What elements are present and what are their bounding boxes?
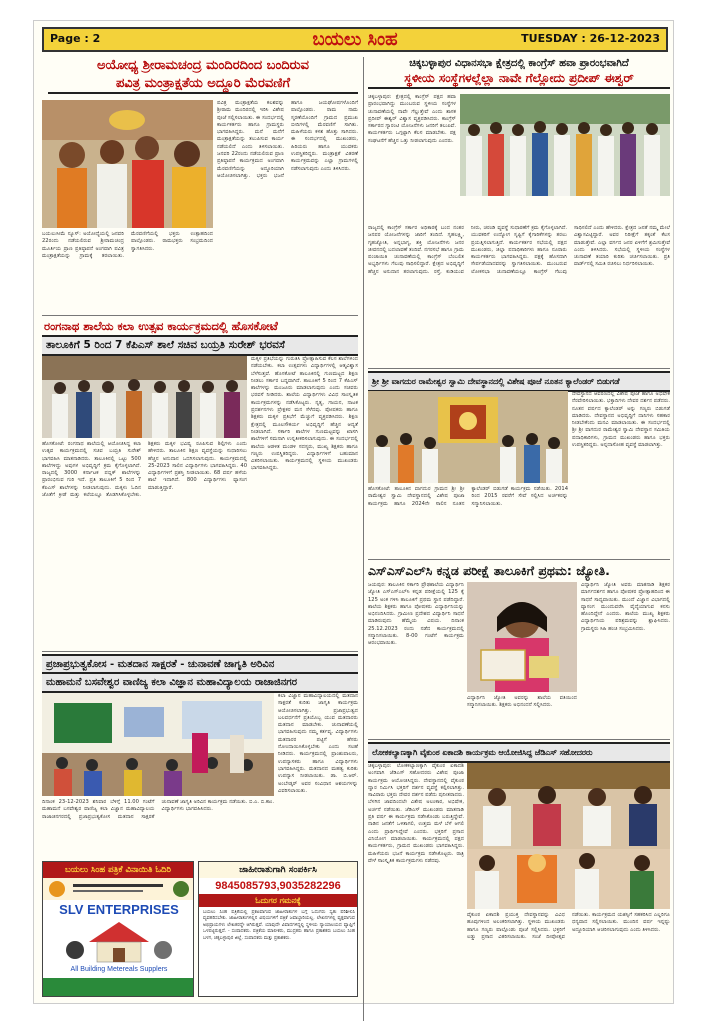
- ayodhya-body-right: ಪವಿತ್ರ ಮಂತ್ರಾಕ್ಷತೆಯ ಕಲಶವನ್ನು ಶ್ರೀರಾಮ ಮಂದಿರದಲ್ಲಿ ಇರಿಸಿ ವಿಶೇಷ ಪೂಜೆ ಸಲ್ಲಿಸಲಾಯಿತು. ಈ ಸಂದರ್ಭದಲ್ಲಿ ಕಾರ್ಯಕರ್ತರು ಹಾಗೂ ಗ್ರಾಮಸ್ಥರು ಭಾಗವಹಿಸಿದ್ದರು. ಮನೆ ಮನೆಗೆ ಮಂತ್ರಾಕ್ಷತೆಯನ್ನು ತಲುಪಿಸುವ ಕಾರ್ಯ ನಡೆಯಲಿದೆ ಎಂದು ತಿಳಿಸಲಾಯಿತು. ಜನವರಿ 22ರಂದು ನಡೆಯಲಿರುವ ಪ್ರಾಣ ಪ್ರತಿಷ್ಠಾಪನೆ ಕಾರ್ಯಕ್ರಮದ ಅಂಗವಾಗಿ ಮೆರವಣಿಗೆಯನ್ನು ಅದ್ದೂರಿಯಾಗಿ ಆಯೋಜಿಸಲಾಗಿತ್ತು. ಭಕ್ತರು ಭಜನೆ ಹಾಗೂ ಜಯಘೋಷಗಳೊಂದಿಗೆ ಪಾಲ್ಗೊಂಡರು. ರಾಮ ನಾಮ ಸ್ಮರಣೆಯೊಂದಿಗೆ ಗ್ರಾಮದ ಪ್ರಮುಖ ಬೀದಿಗಳಲ್ಲಿ ಮೆರವಣಿಗೆ ಸಾಗಿತು. ಮಹಿಳೆಯರು ಕಳಶ ಹೊತ್ತು ಸಾಗಿದರು. ಈ ಸಂದರ್ಭದಲ್ಲಿ ಮುಖಂಡರು, ಹಿರಿಯರು ಹಾಗೂ ಯುವಕರು ಉಪಸ್ಥಿತರಿದ್ದರು. ಮಂತ್ರಾಕ್ಷತೆ ವಿತರಣೆ ಕಾರ್ಯಕ್ರಮವನ್ನು ಎಲ್ಲಾ ಗ್ರಾಮಗಳಲ್ಲಿ ನಡೆಸಲಾಗುವುದು ಎಂದು ತಿಳಿಸಿದರು.: [217, 100, 358, 179]
- divider: [368, 559, 670, 560]
- sslc-body-left: ಜಯಪುರ: ತಾಲೂಕಿನ ಸರ್ಕಾರಿ ಪ್ರೌಢಶಾಲೆಯ ವಿದ್ಯಾರ್ಥಿನಿ ಜ್ಯೋತಿ ಎಸ್ಎಸ್ಎಲ್‌ಸಿ ಕನ್ನಡ ಪರೀಕ್ಷೆಯಲ್ಲಿ 125 ಕ್ಕೆ 125 ಅಂಕ ಗಳಿಸಿ ತಾಲೂಕಿಗೆ ಪ್ರಥಮ ಸ್ಥಾನ ಪಡೆದಿದ್ದಾರೆ. ಶಾಲೆಯ ಶಿಕ್ಷಕರು ಹಾಗೂ ಪೋಷಕರು ವಿದ್ಯಾರ್ಥಿನಿಯನ್ನು ಅಭಿನಂದಿಸಿದರು. ಗ್ರಾಮೀಣ ಪ್ರದೇಶದ ವಿದ್ಯಾರ್ಥಿನಿ ಸಾಧನೆ ಮಾಡಿರುವುದು ಹೆಮ್ಮೆಯ ವಿಷಯ. ದಿನಾಂಕ 25.12.2023 ರಂದು ನಡೆದ ಕಾರ್ಯಕ್ರಮದಲ್ಲಿ ಸನ್ಮಾನಿಸಲಾಯಿತು. 8-00 ಗಂಟೆಗೆ ಕಾರ್ಯಕ್ರಮ ಆರಂಭವಾಯಿತು.: [368, 582, 464, 647]
- newspaper-title: ಬಯಲು ಸಿಂಹ: [312, 29, 398, 50]
- divider: [368, 368, 670, 369]
- ranganatha-body-left: ಹೊಸಕೋಟೆ: ರಂಗನಾಥ ಶಾಲೆಯಲ್ಲಿ ಆಯೋಜಿಸಿದ್ದ ಕಲಾ ಉತ್ಸವ ಕಾರ್ಯಕ್ರಮದಲ್ಲಿ ಸಚಿವ ಬಯ್ರತಿ ಸುರೇಶ್ ಭಾಗವಹಿಸಿ ಮಾತನಾಡಿದರು. ತಾಲೂಕಿನಲ್ಲಿ ಒಟ್ಟು 500 ಶಾಲೆಗಳಿದ್ದು ಅವುಗಳ ಅಭಿವೃದ್ಧಿಗೆ ಕ್ರಮ ಕೈಗೊಳ್ಳಲಾಗಿದೆ. ರಾಜ್ಯದಲ್ಲಿ 3000 ಕರ್ನಾಟಕ ಪಬ್ಲಿಕ್ ಶಾಲೆಗಳನ್ನು ಪ್ರಾರಂಭಿಸುವ ಗುರಿ ಇದೆ. ಪ್ರತಿ ತಾಲೂಕಿಗೆ 5 ರಿಂದ 7 ಕೆಪಿಎಸ್ ಶಾಲೆಗಳನ್ನು ನೀಡಲಾಗುವುದು. ಮಕ್ಕಳು ಓದಿನ ಜೊತೆಗೆ ಕ್ರೀಡೆ ಮತ್ತು ಕಲೆಯಲ್ಲೂ ತೊಡಗಿಸಿಕೊಳ್ಳಬೇಕು. ಶಿಕ್ಷಕರು ಮಕ್ಕಳ ಭವಿಷ್ಯ ರೂಪಿಸುವ ಶಿಲ್ಪಿಗಳು ಎಂದು ಹೇಳಿದರು. ತಾಲೂಕಿನ ಶಿಕ್ಷಣ ವ್ಯವಸ್ಥೆಯನ್ನು ಸುಧಾರಿಸಲು ಹೆಚ್ಚಿನ ಅನುದಾನ ಒದಗಿಸಲಾಗುವುದು. ಕಾರ್ಯಕ್ರಮದಲ್ಲಿ 25-2023 ಸಾಲಿನ ವಿದ್ಯಾರ್ಥಿಗಳು ಭಾಗವಹಿಸಿದ್ದರು. 40 ವಿದ್ಯಾರ್ಥಿಗಳಿಗೆ ಪ್ರಶಸ್ತಿ ನೀಡಲಾಯಿತು. 68 ವರ್ಷ ಹಳೆಯ ಶಾಲೆ ಇದಾಗಿದೆ. 800 ವಿದ್ಯಾರ್ಥಿಗಳು ವ್ಯಾಸಂಗ ಮಾಡುತ್ತಿದ್ದಾರೆ.: [42, 441, 247, 499]
- sslc-body-right: ವಿದ್ಯಾರ್ಥಿನಿ ಜ್ಯೋತಿ ಅವರು ಮಾತನಾಡಿ ಶಿಕ್ಷಕರ ಮಾರ್ಗದರ್ಶನ ಹಾಗೂ ಪೋಷಕರ ಪ್ರೋತ್ಸಾಹದಿಂದ ಈ ಸಾಧನೆ ಸಾಧ್ಯವಾಯಿತು. ಮುಂದೆ ವಿಜ್ಞಾನ ವಿಭಾಗದಲ್ಲಿ ವ್ಯಾಸಂಗ ಮುಂದುವರೆಸಿ ವೈದ್ಯೆಯಾಗುವ ಕನಸು ಹೊಂದಿದ್ದೇನೆ ಎಂದರು. ಶಾಲೆಯ ಮುಖ್ಯ ಶಿಕ್ಷಕರು ವಿದ್ಯಾರ್ಥಿನಿಯ ಪರಿಶ್ರಮವನ್ನು ಶ್ಲಾಘಿಸಿದರು. ಗ್ರಾಮಸ್ಥರು ಸಿಹಿ ಹಂಚಿ ಸಂಭ್ರಮಿಸಿದರು.: [581, 582, 670, 632]
- ayodhya-headline-1: ಅಯೋಧ್ಯ ಶ್ರೀರಾಮಚಂದ್ರ ಮಂದಿರದಿಂದ ಬಂದಿರುವ: [97, 58, 309, 73]
- notice-body: ಬಯಲು ಸಿಂಹ ಪತ್ರಿಕೆಯಲ್ಲಿ ಪ್ರಕಟವಾಗುವ ಜಾಹೀರಾತುಗಳ ಬಗ್ಗೆ ಓದುಗರು ಸ್ವತಃ ಪರಿಶೀಲಿಸಿ ವ್ಯವಹರಿಸಬೇಕು. ಜಾಹೀರಾತುಗಳಲ್ಲಿನ ವಿಷಯಗಳಿಗೆ ಪತ್ರಿಕೆ ಜವಾಬ್ದಾರಿಯಲ್ಲ. ಲೇಖನಗಳಲ್ಲಿ ವ್ಯಕ್ತವಾಗುವ ಅಭಿಪ್ರಾಯಗಳು ಲೇಖಕರದ್ದೇ ಆಗಿರುತ್ತವೆ. ಯಾವುದೇ ವಿವಾದಗಳಿದ್ದಲ್ಲಿ ಸ್ಥಳೀಯ ನ್ಯಾಯಾಲಯದ ವ್ಯಾಪ್ತಿಗೆ ಒಳಪಟ್ಟಿರುತ್ತದೆ. - ಸಂಪಾದಕರು. ಪತ್ರಿಕೆಯ ಮಾಲೀಕರು, ಮುದ್ರಕರು ಹಾಗೂ ಪ್ರಕಾಶಕರು ಬಯಲು ಸಿಂಹ ಬಳಗ, ಚಿಕ್ಕಬಳ್ಳಾಪುರ ಜಿಲ್ಲೆ. ಸಂಪಾದಕರು ಮತ್ತು ಪ್ರಕಾಶಕರು.: [203, 910, 355, 941]
- ayodhya-body-left: ಬಯಲುಸೀಮೆ ನ್ಯೂಸ್: ಅಯೋಧ್ಯೆಯಲ್ಲಿ ಜನವರಿ 22ರಂದು ನಡೆಯಲಿರುವ ಶ್ರೀರಾಮಚಂದ್ರ ಮೂರ್ತಿಯ ಪ್ರಾಣ ಪ್ರತಿಷ್ಠಾಪನೆ ಅಂಗವಾಗಿ ಪವಿತ್ರ ಮಂತ್ರಾಕ್ಷತೆಯನ್ನು ಗ್ರಾಮಕ್ಕೆ ತರಲಾಯಿತು. ಮೆರವಣಿಗೆಯಲ್ಲಿ ಭಕ್ತರು ಉತ್ಸಾಹದಿಂದ ಪಾಲ್ಗೊಂಡರು. ರಾಮಭಕ್ತರು ಸಂಭ್ರಮದಿಂದ ಸ್ವಾಗತಿಸಿದರು.: [42, 231, 213, 259]
- election-headline-2: ಮಹಾಮನೆ ಬಸವೇಶ್ವರ ವಾಣಿಜ್ಯ ಕಲಾ ವಿಜ್ಞಾನ ಮಹಾವಿದ್ಯಾಲಯ ರಾಜಾಜಿನಗರ: [42, 672, 358, 693]
- chikkaballapur-headline-1: ಚಿಕ್ಕಬಳ್ಳಾಪುರ ವಿಧಾನಸಭಾ ಕ್ಷೇತ್ರದಲ್ಲಿ ಕಾಂಗ್ರೆಸ್ ಹವಾ ಪ್ರಾರಂಭವಾಗಿದೆ: [409, 58, 629, 69]
- election-headline-1: ಪ್ರಜಾಪ್ರಭುತ್ವಕೋಸ - ಮತದಾನ ಸಾಕ್ಷರತೆ - ಚುನಾವಣೆ ಜಾಗೃತಿ ಅರಿವಿನ: [42, 654, 358, 675]
- election-body-right: ಕಲಾ ವಿಜ್ಞಾನ ಮಹಾವಿದ್ಯಾಲಯದಲ್ಲಿ ಮತದಾನ ಸಾಕ್ಷರತೆ ಕುರಿತು ಜಾಗೃತಿ ಕಾರ್ಯಕ್ರಮ ಆಯೋಜಿಸಲಾಗಿತ್ತು. ಪ್ರಜಾಪ್ರಭುತ್ವದ ಬಲವರ್ಧನೆಗೆ ಪ್ರತಿಯೊಬ್ಬ ಯುವ ಮತದಾರರು ಮತದಾನ ಮಾಡಬೇಕು. ಚುನಾವಣೆಯಲ್ಲಿ ಭಾಗವಹಿಸುವುದು ನಮ್ಮ ಕರ್ತವ್ಯ. ವಿದ್ಯಾರ್ಥಿಗಳು ಮತದಾರರ ಪಟ್ಟಿಗೆ ಹೆಸರು ನೋಂದಾಯಿಸಿಕೊಳ್ಳಬೇಕು ಎಂದು ಸಲಹೆ ನೀಡಿದರು. ಕಾರ್ಯಕ್ರಮದಲ್ಲಿ ಪ್ರಾಂಶುಪಾಲರು, ಉಪನ್ಯಾಸಕರು ಹಾಗೂ ವಿದ್ಯಾರ್ಥಿಗಳು ಭಾಗವಹಿಸಿದ್ದರು. ಮತದಾನದ ಮಹತ್ವ ಕುರಿತು ಉಪನ್ಯಾಸ ನೀಡಲಾಯಿತು. ಡಾ. ಬಿ.ಆರ್. ಅಂಬೇಡ್ಕರ್ ಅವರ ಸಂವಿಧಾನ ಆಶಯಗಳನ್ನು ವಿವರಿಸಲಾಯಿತು.: [278, 693, 358, 794]
- masthead: [42, 27, 668, 52]
- chikkaballapur-body: ರಾಜ್ಯದಲ್ಲಿ ಕಾಂಗ್ರೆಸ್ ಸರ್ಕಾರ ಅಧಿಕಾರಕ್ಕೆ ಬಂದ ನಂತರ ಜನಪರ ಯೋಜನೆಗಳನ್ನು ಜಾರಿಗೆ ತಂದಿದೆ. ಗೃಹಲಕ್ಷ್ಮಿ, ಗೃಹಜ್ಯೋತಿ, ಅನ್ನಭಾಗ್ಯ, ಶಕ್ತಿ ಯೋಜನೆಗಳು ಜನರ ಜೀವನದಲ್ಲಿ ಬದಲಾವಣೆ ತಂದಿವೆ. ನಗರಸಭೆ ಹಾಗೂ ಗ್ರಾಮ ಪಂಚಾಯಿತಿ ಚುನಾವಣೆಯಲ್ಲಿ ಕಾಂಗ್ರೆಸ್ ಬೆಂಬಲಿತ ಅಭ್ಯರ್ಥಿಗಳು ಗೆಲುವು ಸಾಧಿಸಲಿದ್ದಾರೆ. ಕ್ಷೇತ್ರದ ಅಭಿವೃದ್ಧಿಗೆ ಹೆಚ್ಚಿನ ಅನುದಾನ ತರಲಾಗುವುದು. ರಸ್ತೆ, ಕುಡಿಯುವ ನೀರು, ಚರಂಡಿ ವ್ಯವಸ್ಥೆ ಸುಧಾರಣೆಗೆ ಕ್ರಮ ಕೈಗೊಳ್ಳಲಾಗಿದೆ. ಯುವಕರಿಗೆ ಉದ್ಯೋಗ ಸೃಷ್ಟಿಗೆ ಕೈಗಾರಿಕೆಗಳನ್ನು ತರಲು ಪ್ರಯತ್ನಿಸಲಾಗುತ್ತಿದೆ. ಕಾರ್ಯಕರ್ತರ ಸಭೆಯಲ್ಲಿ ಪಕ್ಷದ ಮುಖಂಡರು, ಜಿಲ್ಲಾ ಪದಾಧಿಕಾರಿಗಳು ಹಾಗೂ ನೂರಾರು ಕಾರ್ಯಕರ್ತರು ಭಾಗವಹಿಸಿದ್ದರು. ಪಕ್ಷಕ್ಕೆ ಹೊಸದಾಗಿ ಸೇರ್ಪಡೆಯಾದವರನ್ನು ಸ್ವಾಗತಿಸಲಾಯಿತು. ಮುಂಬರುವ ಲೋಕಸಭಾ ಚುನಾವಣೆಯಲ್ಲೂ ಕಾಂಗ್ರೆಸ್ ಗೆಲುವು ಸಾಧಿಸಲಿದೆ ಎಂದು ಹೇಳಿದರು. ಕ್ಷೇತ್ರದ ಜನತೆ ನಮ್ಮ ಮೇಲೆ ವಿಶ್ವಾಸವಿಟ್ಟಿದ್ದಾರೆ. ಅವರ ನಿರೀಕ್ಷೆಗೆ ತಕ್ಕಂತೆ ಕೆಲಸ ಮಾಡುತ್ತೇವೆ. ಎಲ್ಲಾ ವರ್ಗದ ಜನರ ಏಳಿಗೆಗೆ ಶ್ರಮಿಸುತ್ತೇವೆ ಎಂದು ತಿಳಿಸಿದರು. ಸಭೆಯಲ್ಲಿ ಸ್ಥಳೀಯ ಸಂಸ್ಥೆಗಳ ಚುನಾವಣೆ ತಯಾರಿ ಕುರಿತು ಚರ್ಚಿಸಲಾಯಿತು. ಪ್ರತಿ ವಾರ್ಡ್‌ನಲ್ಲಿ ಸಮಿತಿ ರಚಿಸಲು ನಿರ್ಧರಿಸಲಾಯಿತು.: [368, 225, 670, 275]
- contact-title: ಜಾಹೀರಾತುಗಾಗಿ ಸಂಪರ್ಕಿಸಿ: [199, 862, 357, 878]
- ranganatha-headline-1: ರಂಗನಾಥ ಶಾಲೆಯ ಕಲಾ ಉತ್ಸವ ಕಾರ್ಯಕ್ರಮದಲ್ಲಿ ಹೊಸಕೋಟೆ: [44, 319, 278, 333]
- ranganatha-body-right: ಮಕ್ಕಳ ಪ್ರತಿಭೆಯನ್ನು ಗುರುತಿಸಿ ಪ್ರೋತ್ಸಾಹಿಸುವ ಕೆಲಸ ಶಾಲೆಗಳಿಂದ ನಡೆಯಬೇಕು. ಕಲಾ ಉತ್ಸವಗಳು ವಿದ್ಯಾರ್ಥಿಗಳಲ್ಲಿ ಆತ್ಮವಿಶ್ವಾಸ ಬೆಳೆಸುತ್ತವೆ. ಹೊಸಕೋಟೆ ತಾಲೂಕಿನಲ್ಲಿ ಗುಣಮಟ್ಟದ ಶಿಕ್ಷಣ ನೀಡಲು ಸರ್ಕಾರ ಬದ್ಧವಾಗಿದೆ. ತಾಲೂಕಿಗೆ 5 ರಿಂದ 7 ಕೆಪಿಎಸ್ ಶಾಲೆಗಳನ್ನು ಮಂಜೂರು ಮಾಡಲಾಗುವುದು ಎಂದು ಸಚಿವರು ಭರವಸೆ ನೀಡಿದರು. ಶಾಲೆಯ ವಿದ್ಯಾರ್ಥಿಗಳು ವಿವಿಧ ಸಾಂಸ್ಕೃತಿಕ ಕಾರ್ಯಕ್ರಮಗಳನ್ನು ನಡೆಸಿಕೊಟ್ಟರು. ನೃತ್ಯ, ಗಾಯನ, ನಾಟಕ ಪ್ರದರ್ಶನಗಳು ಪ್ರೇಕ್ಷಕರ ಮನ ಸೆಳೆದವು. ಪೋಷಕರು ಹಾಗೂ ಶಿಕ್ಷಕರು ಮಕ್ಕಳ ಪ್ರತಿಭೆಗೆ ಮೆಚ್ಚುಗೆ ವ್ಯಕ್ತಪಡಿಸಿದರು. ಶಿಕ್ಷಣ ಕ್ಷೇತ್ರದಲ್ಲಿ ಮೂಲಸೌಕರ್ಯ ಅಭಿವೃದ್ಧಿಗೆ ಹೆಚ್ಚಿನ ಆದ್ಯತೆ ನೀಡಲಾಗಿದೆ. ಸರ್ಕಾರಿ ಶಾಲೆಗಳ ಗುಣಮಟ್ಟವನ್ನು ಖಾಸಗಿ ಶಾಲೆಗಳಿಗೆ ಸಮನಾಗಿ ಉನ್ನತೀಕರಿಸಲಾಗುವುದು. ಈ ಸಂದರ್ಭದಲ್ಲಿ ಶಾಲೆಯ ಆಡಳಿತ ಮಂಡಳಿ ಸದಸ್ಯರು, ಮುಖ್ಯ ಶಿಕ್ಷಕರು ಹಾಗೂ ಗಣ್ಯರು ಉಪಸ್ಥಿತರಿದ್ದರು. ವಿದ್ಯಾರ್ಥಿಗಳಿಗೆ ಬಹುಮಾನ ವಿತರಿಸಲಾಯಿತು. ಕಾರ್ಯಕ್ರಮದಲ್ಲಿ ಸ್ಥಳೀಯ ಮುಖಂಡರು ಭಾಗವಹಿಸಿದ್ದರು.: [251, 356, 358, 472]
- slv-name: SLV ENTERPRISES: [59, 902, 179, 917]
- slv-header-strip: [43, 878, 194, 900]
- swamy-photo: [368, 391, 568, 483]
- swamy-body-left: ಹೊಸಕೋಟೆ: ತಾಲೂಕಿನ ವಾಗದುರ ಗ್ರಾಮದ ಶ್ರೀ ಶ್ರೀ ರಾಮೇಶ್ವರ ಸ್ವಾಮಿ ದೇವಸ್ಥಾನದಲ್ಲಿ ವಿಶೇಷ ಪೂಜಾ ಕಾರ್ಯಕ್ರಮ ಹಾಗೂ 2024ನೇ ಸಾಲಿನ ನೂತನ ಕ್ಯಾಲೆಂಡರ್ ಬಿಡುಗಡೆ ಕಾರ್ಯಕ್ರಮ ನಡೆಯಿತು. 2014 ರಿಂದ 2015 ರವರೆಗೆ ಸೇವೆ ಸಲ್ಲಿಸಿದ ಅರ್ಚಕರನ್ನು ಸನ್ಮಾನಿಸಲಾಯಿತು.: [368, 486, 568, 507]
- lokakalyana-headline: ಲೋಕಕಲ್ಯಾಣಕ್ಕಾಗಿ ವೈಕುಂಠ ಏಕಾದಶಿ ಕಾರ್ಯಕ್ರಮ ಆಯೋಜಿಸಿದ್ದ ಜೆಡಿಎಸ್ ಸಹೋದರರು: [368, 742, 670, 763]
- chikkaballapur-body-intro: ಚಿಕ್ಕಬಳ್ಳಾಪುರ: ಕ್ಷೇತ್ರದಲ್ಲಿ ಕಾಂಗ್ರೆಸ್ ಪಕ್ಷದ ಹವಾ ಪ್ರಾರಂಭವಾಗಿದ್ದು ಮುಂಬರುವ ಸ್ಥಳೀಯ ಸಂಸ್ಥೆಗಳ ಚುನಾವಣೆಯಲ್ಲಿ ನಾವೇ ಗೆಲ್ಲುತ್ತೇವೆ ಎಂದು ಶಾಸಕ ಪ್ರದೀಪ್ ಈಶ್ವರ್ ವಿಶ್ವಾಸ ವ್ಯಕ್ತಪಡಿಸಿದರು. ಕಾಂಗ್ರೆಸ್ ಸರ್ಕಾರದ ಗ್ಯಾರಂಟಿ ಯೋಜನೆಗಳು ಜನರಿಗೆ ತಲುಪಿವೆ. ಕಾರ್ಯಕರ್ತರು ಒಗ್ಗಟ್ಟಾಗಿ ಕೆಲಸ ಮಾಡಬೇಕು. ಪಕ್ಷ ಸಂಘಟನೆಗೆ ಹೆಚ್ಚಿನ ಒತ್ತು ನೀಡಲಾಗುವುದು ಎಂದರು.: [368, 94, 456, 144]
- lokakalyana-body-left: ಚಿಕ್ಕಬಳ್ಳಾಪುರ: ಲೋಕಕಲ್ಯಾಣಕ್ಕಾಗಿ ವೈಕುಂಠ ಏಕಾದಶಿ ಅಂಗವಾಗಿ ಜೆಡಿಎಸ್ ಸಹೋದರರು ವಿಶೇಷ ಪೂಜಾ ಕಾರ್ಯಕ್ರಮ ಆಯೋಜಿಸಿದ್ದರು. ದೇವಸ್ಥಾನದಲ್ಲಿ ವೈಕುಂಠ ದ್ವಾರ ನಿರ್ಮಿಸಿ ಭಕ್ತರಿಗೆ ದರ್ಶನ ವ್ಯವಸ್ಥೆ ಕಲ್ಪಿಸಲಾಗಿತ್ತು. ಸಾವಿರಾರು ಭಕ್ತರು ದೇವರ ದರ್ಶನ ಪಡೆದು ಪುನೀತರಾದರು. ಬೆಳಗಿನ ಜಾವದಿಂದಲೇ ವಿಶೇಷ ಅಲಂಕಾರ, ಅಭಿಷೇಕ, ಅರ್ಚನೆ ನಡೆಯಿತು. ಜೆಡಿಎಸ್ ಮುಖಂಡರು ಮಾತನಾಡಿ ಪ್ರತಿ ವರ್ಷ ಈ ಕಾರ್ಯಕ್ರಮ ನಡೆಸಿಕೊಂಡು ಬರುತ್ತಿದ್ದೇವೆ. ನಾಡಿನ ಜನತೆಗೆ ಒಳಿತಾಗಲಿ, ಉತ್ತಮ ಮಳೆ ಬೆಳೆ ಆಗಲಿ ಎಂದು ಪ್ರಾರ್ಥಿಸಿದ್ದೇವೆ ಎಂದರು. ಭಕ್ತರಿಗೆ ಪ್ರಸಾದ ವಿನಿಯೋಗ ಮಾಡಲಾಯಿತು. ಕಾರ್ಯಕ್ರಮದಲ್ಲಿ ಪಕ್ಷದ ಕಾರ್ಯಕರ್ತರು, ಗ್ರಾಮದ ಮುಖಂಡರು ಭಾಗವಹಿಸಿದ್ದರು. ಮಹಿಳೆಯರು ಭಜನೆ ಕಾರ್ಯಕ್ರಮ ನಡೆಸಿಕೊಟ್ಟರು. ರಾತ್ರಿ ವೇಳೆ ಸಾಂಸ್ಕೃತಿಕ ಕಾರ್ಯಕ್ರಮಗಳು ನಡೆದವು.: [368, 763, 464, 864]
- newspaper-page: [33, 20, 674, 1004]
- lokakalyana-photo: [467, 763, 670, 909]
- contact-numbers: 9845085793,9035282296: [215, 880, 341, 892]
- column-divider: [363, 57, 364, 1021]
- page-number: Page : 2: [50, 32, 101, 45]
- election-body-left: ದಿನಾಂಕ 23-12-2023 ಶನಿವಾರ ಬೆಳಿಗ್ಗೆ 11.00 ಗಂಟೆಗೆ ಮಹಾಮನೆ ಬಸವೇಶ್ವರ ವಾಣಿಜ್ಯ ಕಲಾ ವಿಜ್ಞಾನ ಮಹಾವಿದ್ಯಾಲಯ ರಾಜಾಜಿನಗರದಲ್ಲಿ ಪ್ರಜಾಪ್ರಭುತ್ವಕೋಸ ಮತದಾನ ಸಾಕ್ಷರತೆ ಚುನಾವಣೆ ಜಾಗೃತಿ ಅರಿವಿನ ಕಾರ್ಯಕ್ರಮ ನಡೆಯಿತು. ಬಿ.ಎ. ಬಿ.ಕಾಂ. ವಿದ್ಯಾರ್ಥಿಗಳು ಭಾಗವಹಿಸಿದರು.: [42, 799, 274, 820]
- house-icon: [63, 920, 175, 964]
- lokakalyana-body-right: ವೈಕುಂಠ ಏಕಾದಶಿ ಪ್ರಯುಕ್ತ ದೇವಸ್ಥಾನವನ್ನು ವಿವಿಧ ಹೂವುಗಳಿಂದ ಅಲಂಕರಿಸಲಾಗಿತ್ತು. ಸ್ಥಳೀಯ ಮುಖಂಡರು ಹಾಗೂ ಗಣ್ಯರು ಪಾಲ್ಗೊಂಡು ಪೂಜೆ ಸಲ್ಲಿಸಿದರು. ಭಕ್ತರಿಗೆ ಲಡ್ಡು ಪ್ರಸಾದ ವಿತರಿಸಲಾಯಿತು. ಸಂಜೆ ದೀಪೋತ್ಸವ ನಡೆಯಿತು. ಕಾರ್ಯಕ್ರಮದ ಯಶಸ್ಸಿಗೆ ಸಹಕರಿಸಿದ ಎಲ್ಲರಿಗೂ ಧನ್ಯವಾದ ಸಲ್ಲಿಸಲಾಯಿತು. ಮುಂದಿನ ವರ್ಷ ಇನ್ನಷ್ಟು ಅದ್ದೂರಿಯಾಗಿ ಆಚರಿಸಲಾಗುವುದು ಎಂದು ತಿಳಿಸಿದರು.: [467, 912, 670, 940]
- ayodhya-photo: [42, 100, 213, 228]
- slv-footer-strip: [43, 978, 194, 997]
- chikkaballapur-headline-2: ಸ್ಥಳೀಯ ಸಂಸ್ಥೆಗಳಲ್ಲೆಲ್ಲಾ ನಾವೇ ಗೆಲ್ಲೋದು ಪ್ರದೀಪ್ ಈಶ್ವರ್: [368, 70, 670, 89]
- ranganatha-headline-2: ತಾಲೂಕಿಗೆ 5 ರಿಂದ 7 ಕೆಪಿಎಸ್ ಶಾಲೆ ಸಚಿವ ಬಯ್ರತಿ ಸುರೇಶ್ ಭರವಸೆ: [42, 335, 358, 356]
- slv-enterprises-ad: [42, 861, 194, 997]
- sslc-headline: ಎಸ್ಎಸ್ಎಲ್‌ಸಿ ಕನ್ನಡ ಪರೀಕ್ಷೆ ತಾಲೂಕಿಗೆ ಪ್ರಥಮ: ಜ್ಯೋತಿ.: [368, 563, 610, 578]
- sslc-caption: ವಿದ್ಯಾರ್ಥಿನಿ ಜ್ಯೋತಿ ಅವರನ್ನು ಶಾಲೆಯ ವತಿಯಿಂದ ಸನ್ಮಾನಿಸಲಾಯಿತು. ಶಿಕ್ಷಕರು ಅಭಿನಂದನೆ ಸಲ್ಲಿಸಿದರು.: [467, 695, 577, 709]
- election-photo: [42, 693, 274, 796]
- swamy-headline: ಶ್ರೀ ಶ್ರೀ ವಾಗದುರ ರಾಮೇಶ್ವರ ಸ್ವಾಮಿ ದೇವಸ್ಥಾನದಲ್ಲಿ ವಿಶೇಷ ಪೂಜೆ ನೂತನ ಕ್ಯಾಲೆಂಡರ್ ಬಿಡುಗಡೆ: [368, 371, 670, 392]
- issue-date: TUESDAY : 26-12-2023: [521, 32, 660, 45]
- divider: [42, 315, 358, 316]
- slv-tagline: All Building Metereals Supplers: [70, 966, 168, 973]
- swamy-body-right: ದೇವಸ್ಥಾನದ ಆವರಣದಲ್ಲಿ ವಿಶೇಷ ಪೂಜೆ ಹಾಗೂ ಅಭಿಷೇಕ ನೆರವೇರಿಸಲಾಯಿತು. ಭಕ್ತಾದಿಗಳು ದೇವರ ದರ್ಶನ ಪಡೆದರು. ನೂತನ ವರ್ಷದ ಕ್ಯಾಲೆಂಡರ್ ಅನ್ನು ಗಣ್ಯರು ಬಿಡುಗಡೆ ಮಾಡಿದರು. ದೇವಸ್ಥಾನದ ಅಭಿವೃದ್ಧಿಗೆ ದಾನಿಗಳು ಸಹಕಾರ ನೀಡಬೇಕೆಂದು ಮನವಿ ಮಾಡಲಾಯಿತು. ಈ ಸಂದರ್ಭದಲ್ಲಿ ಶ್ರೀ ಶ್ರೀ ವಾಗದುರ ರಾಮೇಶ್ವರ ಸ್ವಾಮಿ ದೇವಸ್ಥಾನ ಸಮಿತಿಯ ಪದಾಧಿಕಾರಿಗಳು, ಗ್ರಾಮದ ಮುಖಂಡರು ಹಾಗೂ ಭಕ್ತರು ಉಪಸ್ಥಿತರಿದ್ದರು. ಅನ್ನದಾಸೋಹ ವ್ಯವಸ್ಥೆ ಮಾಡಲಾಗಿತ್ತು.: [572, 391, 670, 449]
- ayodhya-headline-2: ಪವಿತ್ರ ಮಂತ್ರಾಕ್ಷತೆಯ ಅದ್ದೂರಿ ಮೆರವಣಿಗೆ: [48, 75, 358, 94]
- contact-ad: [198, 861, 358, 997]
- notice-title: ಓದುಗರ ಗಮನಕ್ಕೆ: [199, 894, 357, 907]
- ranganatha-photo: [42, 356, 247, 438]
- chikkaballapur-photo: [460, 94, 670, 196]
- banner-text: ಬಯಲು ಸಿಂಹ ಪತ್ರಿಕೆ ವಿನಾಯಿತಿ ಓದಿರಿ: [43, 862, 193, 878]
- divider: [368, 739, 670, 740]
- sslc-student-photo: [467, 582, 577, 692]
- divider: [42, 651, 358, 652]
